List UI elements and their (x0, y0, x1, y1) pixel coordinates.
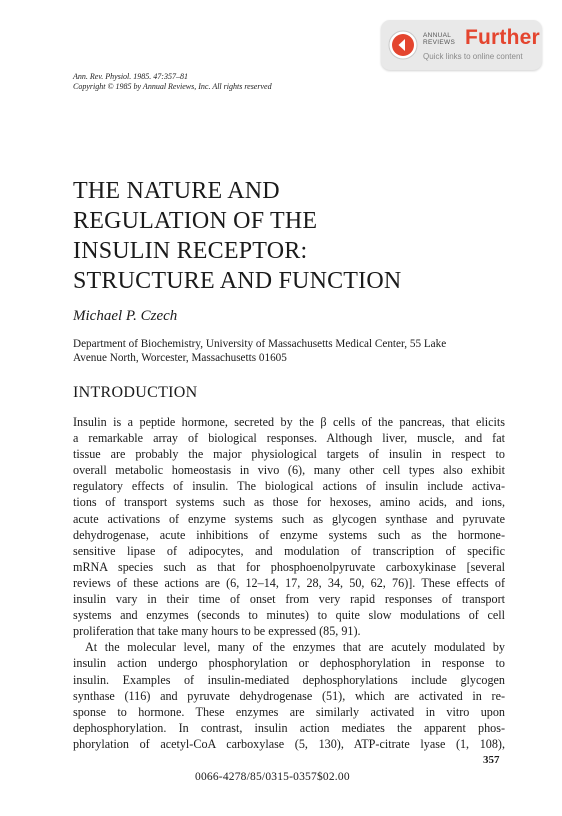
brand-line-reviews: REVIEWS (423, 39, 456, 46)
body-line: synthase (116) and pyruvate dehydrogenase (51), which are activated in re- (73, 688, 505, 703)
brand-line-annual: ANNUAL (423, 32, 452, 39)
play-arrow-icon (388, 30, 418, 60)
journal-meta (73, 72, 272, 92)
section-heading: INTRODUCTION (73, 384, 198, 401)
page-number: 357 (483, 754, 500, 766)
body-line: dehydrogenase, acute inhibitions of enzyme systems such as the hormone- (73, 527, 505, 542)
body-line: overall metabolic homeostasis in vivo (6), many other cell types also exhibit (73, 463, 505, 478)
body-line: insulin action undergo phosphorylation or dephosphorylation in response to (73, 656, 505, 671)
footer-code: 0066-4278/85/0315-0357$02.00 (195, 771, 350, 783)
body-line: reviews of these actions are (6, 12–14, 17, 28, 34, 50, 62, 76)]. These effects of (73, 575, 505, 590)
quick-links-link[interactable]: Quick links to online content (423, 52, 523, 61)
author-name: Michael P. Czech (73, 308, 178, 324)
annual-reviews-further-banner[interactable] (381, 20, 542, 70)
body-line: sponse to hormone. These enzymes are similarly activated in vitro upon (73, 704, 505, 719)
body-line: Insulin is a peptide hormone, secreted by the β cells of the pancreas, that elicits (73, 415, 505, 429)
body-line: tions of transport systems such as those for hexoses, amino acids, and ions, (73, 495, 505, 510)
author-affiliation (73, 337, 503, 365)
body-line: insulin. Examples of insulin-mediated dephosphorylations include glycogen (73, 672, 505, 687)
affiliation-line: Avenue North, Worcester, Massachusetts 01605 (73, 352, 287, 364)
body-line: a remarkable array of biological responses. Although liver, muscle, and fat (73, 431, 505, 446)
body-line: acute activations of enzyme systems such as glycogen synthase and pyruvate (73, 511, 505, 526)
body-line: dephosphorylation. In contrast, insulin action mediates the apparent phos- (73, 720, 505, 735)
body-text (73, 414, 505, 752)
body-line: proliferation that take many hours to be expressed (85, 91). (73, 624, 361, 639)
body-line: systems and enzymes (seconds to minutes) to quite slow modulations of cell (73, 608, 505, 623)
journal-citation: Ann. Rev. Physiol. 1985. 47:357–81 (73, 72, 188, 81)
article-title (73, 176, 513, 296)
title-line: INSULIN RECEPTOR: (73, 238, 308, 264)
body-line: tissue are probably the major physiological targets of insulin in respect to (73, 447, 505, 462)
copyright-line: Copyright © 1985 by Annual Reviews, Inc. All rights reserved (73, 82, 272, 91)
title-line: STRUCTURE AND FUNCTION (73, 268, 402, 294)
body-line: sensitive lipase of adipocytes, and modulation of transcription of specific (73, 543, 505, 558)
body-line: insulin vary in their time of onset from very rapid responses of transport (73, 592, 505, 607)
annual-reviews-wordmark (423, 32, 455, 46)
body-line: mRNA species such as that for phosphoenolpyruvate carboxykinase [several (73, 559, 505, 574)
title-line: THE NATURE AND (73, 178, 280, 204)
body-line: phorylation of acetyl-CoA carboxylase (5, 130), ATP-citrate lyase (1, 108), (73, 736, 505, 751)
affiliation-line: Department of Biochemistry, University of Massachusetts Medical Center, 55 Lake (73, 338, 447, 350)
title-line: REGULATION OF THE (73, 208, 318, 234)
further-label: Further (465, 26, 540, 49)
body-line: At the molecular level, many of the enzymes that are acutely modulated by (85, 640, 505, 655)
body-line: regulatory effects of insulin. The biological actions of insulin include activa- (73, 479, 505, 494)
